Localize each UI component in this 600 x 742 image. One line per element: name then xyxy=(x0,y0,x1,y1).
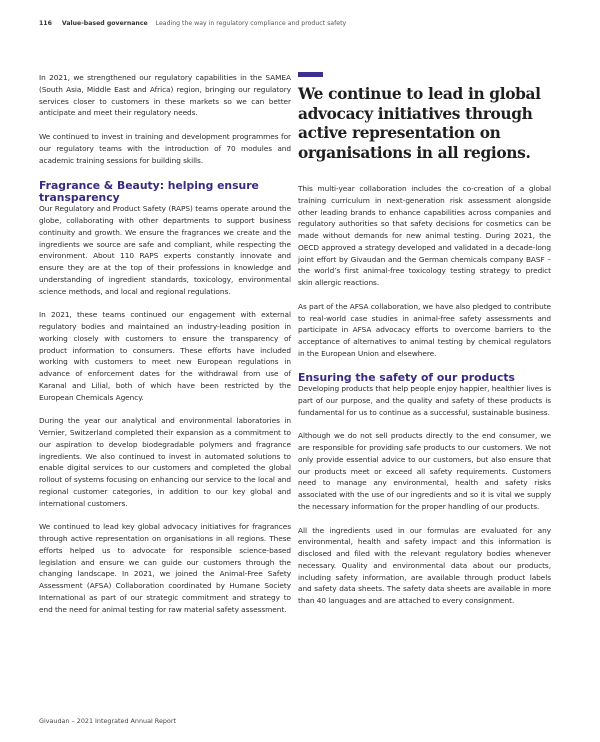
page-number: 116 xyxy=(39,20,52,27)
section-title: Value-based governance xyxy=(61,20,148,27)
page-footer: Givaudan – 2021 Integrated Annual Report xyxy=(39,717,176,725)
paragraph: We continued to invest in training and development programmes for our regulatory teams with the introduction of 70 modules and academic training sessions for building skills. xyxy=(39,132,291,165)
left-column xyxy=(39,72,291,615)
pull-quote: We continue to lead in global advocacy initiatives through active representation on organisations in all regions. xyxy=(298,85,541,162)
paragraph: This multi-year collaboration includes the co-creation of a global training curriculum in next-generation risk assessment alongside other leading brands to enhance capabilities across companies and regulatory authorities so that safety decisions for cosmetics can be made without demands for new animal testing. During 2021, the OECD approved a strategy developed and validated in a decade-long joint effort by Givaudan and the German chemicals company BASF – the world’s first animal-free toxicology testing strategy to predict skin allergic reactions. xyxy=(298,184,551,287)
paragraph: Our Regulatory and Product Safety (RAPS) teams operate around the globe, collaborating with other departments to support business continuity and growth. We ensure the fragrances we create and the ingredients we source are safe and compliant, while respecting the environment. About 110 RAPS experts constantly innovate and ensure they are at the top of their professions in knowledge and understanding of ingredient standards, toxicology, environmental science methods, and local and regional regulations. xyxy=(39,204,291,296)
paragraph: All the ingredients used in our formulas are evaluated for any environmental, health and safety impact and this information is disclosed and filed with the relevant regulatory bodies whenever necessary. Quality and environmental data about our products, including safety information, are available through product labels and safety data sheets. The safety data sheets are available in more than 40 languages and are attached to every consignment. xyxy=(298,525,551,605)
paragraph: In 2021, these teams continued our engagement with external regulatory bodies and maintained an industry-leading position in working closely with customers to ensure the transparency of product information to consumers. These efforts have included working with customers to meet new European regulations in advance of enforcement dates for the withdrawal from use of Karanal and Lilial, both of which have been restricted by the European Chemicals Agency. xyxy=(39,310,291,402)
section-heading: Fragrance & Beauty: helping ensure transparency xyxy=(39,179,259,204)
right-column xyxy=(298,72,551,607)
accent-bar xyxy=(298,72,323,77)
paragraph: Although we do not sell products directly to the end consumer, we are responsible for providing safe products to our customers. We not only provide essential advice to our customers, but also ensure that our products meet or exceed all safety requirements. Customers need to manage any environmental, health and safety risks associated with the use of our ingredients and so it is vital we supply the necessary information for the proper handling of our products. xyxy=(298,431,551,511)
paragraph: Developing products that help people enjoy happier, healthier lives is part of our purpose, and the quality and safety of these products is fundamental for us to continue as a successful, sustainable business. xyxy=(298,384,551,417)
section-subtitle: Leading the way in regulatory compliance and product safety xyxy=(155,20,347,27)
section-heading: Ensuring the safety of our products xyxy=(298,370,515,384)
paragraph: During the year our analytical and environmental laboratories in Vernier, Switzerland completed their expansion as a commitment to our aspiration to develop biodegradable polymers and fragrance ingredients. We also continued to invest in automated solutions to enable digital services to our customers and completed the global rollout of systems focusing on enhancing our service to the local and regional customer categories, in addition to our key global and international customers. xyxy=(39,416,291,508)
paragraph: As part of the AFSA collaboration, we have also pledged to contribute to real-world case studies in animal-free safety assessments and participate in AFSA advocacy efforts to overcome barriers to the acceptance of alternatives to animal testing by chemical regulators in the European Union and elsewhere. xyxy=(298,301,551,358)
paragraph: In 2021, we strengthened our regulatory capabilities in the SAMEA (South Asia, Middle East and Africa) region, bringing our regulatory services closer to customers in these markets so we can better anticipate and meet their regulatory needs. xyxy=(39,73,291,118)
paragraph: We continued to lead key global advocacy initiatives for fragrances through active representation on organisations in all regions. These efforts helped us to advocate for responsible science-based legislation and ensure we can guide our customers through the changing landscape. In 2021, we joined the Animal-Free Safety Assessment (AFSA) Collaboration coordinated by Humane Society International as part of our strategic commitment and strategy to end the need for animal testing for raw material safety assessment. xyxy=(39,522,291,614)
page-header xyxy=(39,20,346,27)
